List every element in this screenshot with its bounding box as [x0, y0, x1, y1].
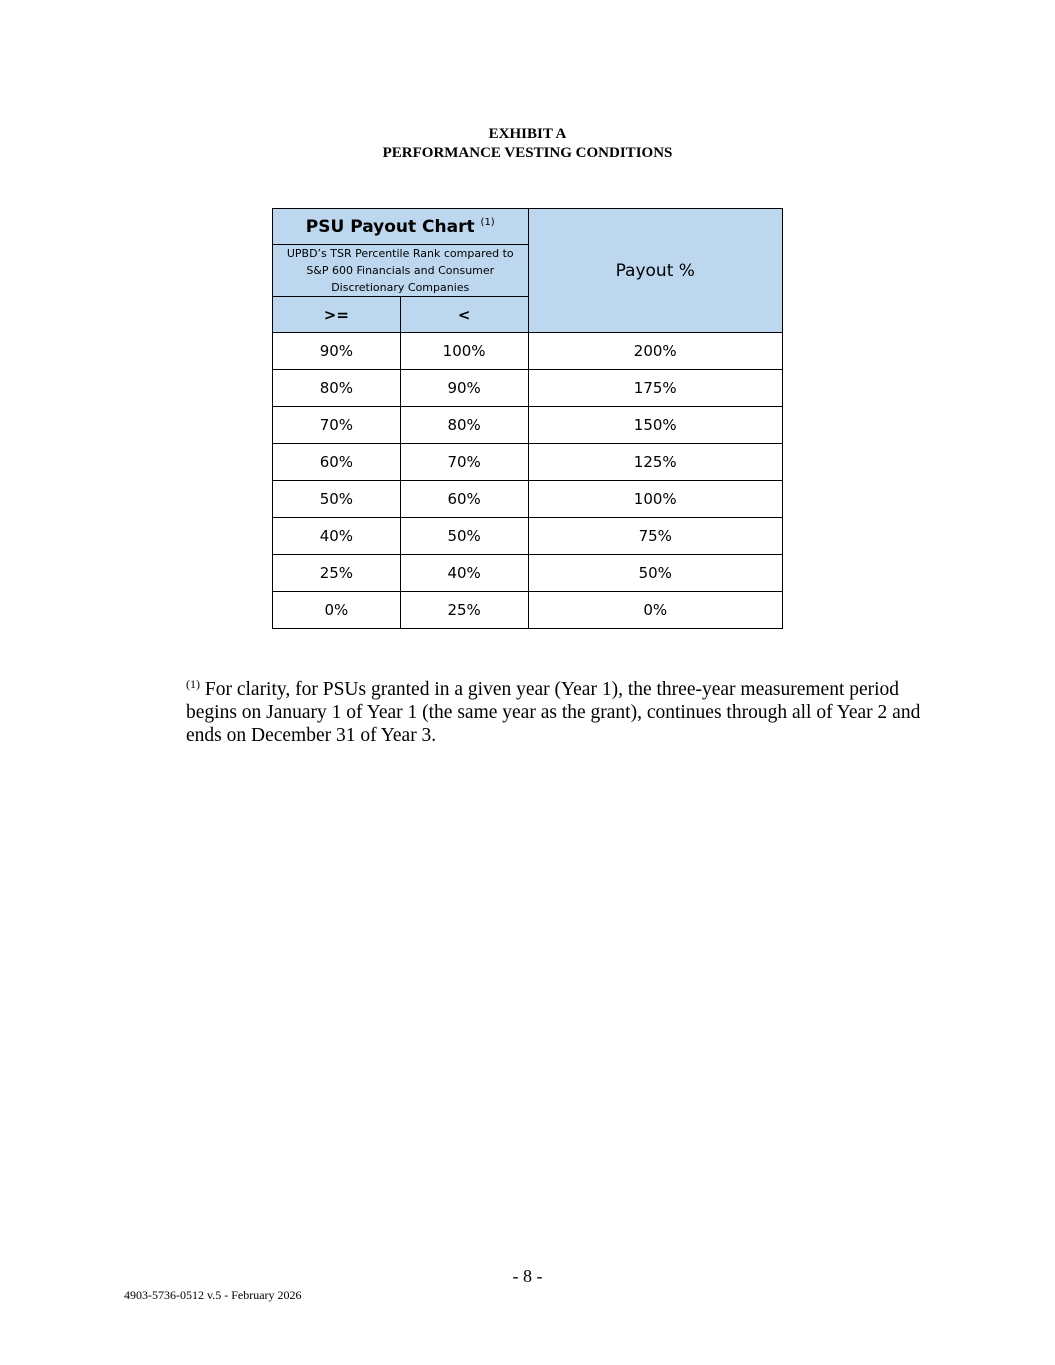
cell-lt: 80% [400, 407, 528, 444]
table-row [273, 518, 783, 555]
footnote-marker: (1) [186, 677, 200, 691]
cell-lt: 100% [400, 333, 528, 370]
cell-payout: 75% [528, 518, 783, 555]
cell-lt: 40% [400, 555, 528, 592]
cell-gte: 50% [273, 481, 401, 518]
cell-lt: 50% [400, 518, 528, 555]
payout-header: Payout % [528, 209, 783, 333]
table-row [273, 481, 783, 518]
chart-title-footnote-marker: (1) [480, 216, 495, 228]
cell-payout: 175% [528, 370, 783, 407]
footnote [186, 673, 946, 747]
col-header-gte: >= [273, 297, 401, 333]
cell-gte: 25% [273, 555, 401, 592]
table-row [273, 333, 783, 370]
cell-lt: 25% [400, 592, 528, 629]
cell-payout: 0% [528, 592, 783, 629]
cell-payout: 50% [528, 555, 783, 592]
chart-title: PSU Payout Chart [305, 216, 475, 237]
cell-gte: 40% [273, 518, 401, 555]
chart-title-cell [273, 209, 529, 245]
col-header-lt: < [400, 297, 528, 333]
psu-payout-table [272, 208, 783, 629]
page-number: - 8 - [512, 1266, 543, 1286]
rank-description: UPBD’s TSR Percentile Rank compared to S&P 600 Financials and Consumer Discretionary Companies [273, 245, 529, 297]
exhibit-title: EXHIBIT A [488, 126, 567, 142]
cell-lt: 60% [400, 481, 528, 518]
cell-payout: 100% [528, 481, 783, 518]
document-id: 4903-5736-0512 v.5 - February 2026 [124, 1288, 302, 1302]
cell-payout: 125% [528, 444, 783, 481]
cell-gte: 0% [273, 592, 401, 629]
exhibit-subtitle: PERFORMANCE VESTING CONDITIONS [382, 145, 673, 161]
table-row [273, 592, 783, 629]
table-row [273, 370, 783, 407]
cell-payout: 150% [528, 407, 783, 444]
cell-gte: 90% [273, 333, 401, 370]
cell-payout: 200% [528, 333, 783, 370]
footnote-text: For clarity, for PSUs granted in a given year (Year 1), the three-year measurement period begins on January 1 of Year 1 (the same year as the grant), continues through all of Year 2 and ends on December 31 of Year 3. [186, 679, 921, 746]
cell-lt: 90% [400, 370, 528, 407]
cell-gte: 60% [273, 444, 401, 481]
exhibit-header [0, 125, 1055, 163]
table-row [273, 444, 783, 481]
table-row [273, 555, 783, 592]
table-row [273, 407, 783, 444]
cell-lt: 70% [400, 444, 528, 481]
cell-gte: 80% [273, 370, 401, 407]
cell-gte: 70% [273, 407, 401, 444]
